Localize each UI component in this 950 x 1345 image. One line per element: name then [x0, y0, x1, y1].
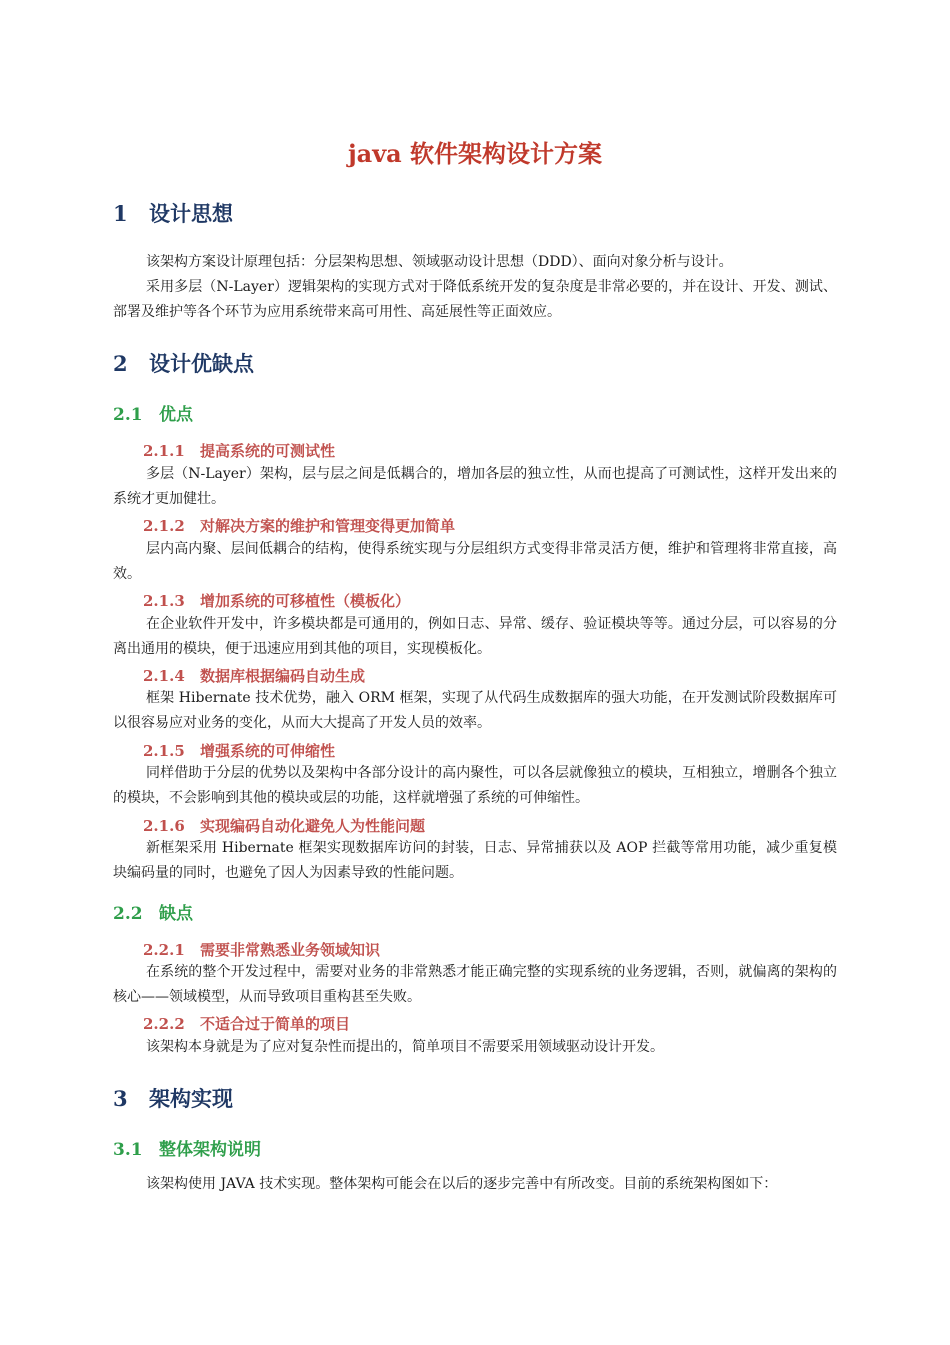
paragraph: 框架 Hibernate 技术优势，融入 ORM 框架，实现了从代码生成数据库的强大功能，在开发测试阶段数据库可以很容易应对业务的变化，从而大大提高了开发人员的效率。	[113, 690, 837, 731]
item-2-2-1-heading	[143, 939, 380, 960]
item-title: 对解决方案的维护和管理变得更加简单	[200, 517, 456, 535]
item-number: 2.1.6	[143, 817, 185, 835]
item-2-2-2-heading	[143, 1013, 350, 1034]
paragraph: 新框架采用 Hibernate 框架实现数据库访问的封装，日志、异常捕获以及 AOP 拦截等常用功能，减少重复模块编码量的同时，也避免了因人为因素导致的性能问题。	[113, 840, 837, 881]
section-1-heading	[113, 198, 233, 228]
paragraph: 层内高内聚、层间低耦合的结构，使得系统实现与分层组织方式变得非常灵活方便，维护和管理将非常直接，高效。	[113, 541, 837, 582]
section-number: 3	[113, 1086, 128, 1111]
paragraph: 采用多层（N-Layer）逻辑架构的实现方式对于降低系统开发的复杂度是非常必要的，并在设计、开发、测试、部署及维护等各个环节为应用系统带来高可用性、高延展性等正面效应。	[113, 279, 837, 320]
item-2-1-5-heading	[143, 740, 335, 761]
section-title: 设计优缺点	[149, 351, 254, 376]
subsection-number: 2.1	[113, 405, 143, 425]
item-number: 2.1.3	[143, 592, 185, 610]
subsection-number: 2.2	[113, 904, 143, 924]
item-title: 不适合过于简单的项目	[200, 1015, 351, 1033]
subsection-2-1-heading	[113, 400, 193, 425]
section-3-heading	[113, 1083, 233, 1113]
paragraph: 该架构使用 JAVA 技术实现。整体架构可能会在以后的逐步完善中有所改变。目前的系统架构图如下：	[146, 1176, 778, 1192]
paragraph: 该架构本身就是为了应对复杂性而提出的，简单项目不需要采用领域驱动设计开发。	[146, 1039, 664, 1055]
subsection-title: 优点	[159, 405, 193, 425]
document-title: java 软件架构设计方案	[347, 139, 603, 168]
subsection-title: 整体架构说明	[159, 1140, 261, 1160]
item-title: 需要非常熟悉业务领域知识	[200, 941, 381, 959]
item-number: 2.1.4	[143, 667, 185, 685]
item-title: 数据库根据编码自动生成	[200, 667, 366, 685]
section-title: 设计思想	[149, 201, 233, 226]
subsection-number: 3.1	[113, 1140, 143, 1160]
subsection-title: 缺点	[159, 904, 193, 924]
item-2-1-3-heading	[143, 590, 410, 611]
item-2-1-2-heading	[143, 515, 455, 536]
section-2-heading	[113, 348, 254, 378]
item-2-1-1-heading	[143, 440, 335, 461]
section-number: 2	[113, 351, 128, 376]
item-number: 2.2.1	[143, 941, 185, 959]
section-number: 1	[113, 201, 128, 226]
item-2-1-6-heading	[143, 815, 425, 836]
item-number: 2.1.2	[143, 517, 185, 535]
item-title: 增加系统的可移植性（模板化）	[200, 592, 411, 610]
item-number: 2.1.1	[143, 442, 185, 460]
paragraph: 多层（N-Layer）架构，层与层之间是低耦合的，增加各层的独立性，从而也提高了可测试性，这样开发出来的系统才更加健壮。	[113, 466, 837, 507]
item-title: 增强系统的可伸缩性	[200, 742, 336, 760]
item-number: 2.1.5	[143, 742, 185, 760]
item-number: 2.2.2	[143, 1015, 185, 1033]
item-title: 提高系统的可测试性	[200, 442, 336, 460]
paragraph: 在企业软件开发中，许多模块都是可通用的，例如日志、异常、缓存、验证模块等等。通过分层，可以容易的分离出通用的模块，便于迅速应用到其他的项目，实现模板化。	[113, 616, 837, 657]
item-2-1-4-heading	[143, 665, 365, 686]
item-title: 实现编码自动化避免人为性能问题	[200, 817, 426, 835]
section-title: 架构实现	[149, 1086, 233, 1111]
paragraph: 该架构方案设计原理包括：分层架构思想、领域驱动设计思想（DDD）、面向对象分析与设计。	[146, 254, 733, 270]
subsection-3-1-heading	[113, 1135, 261, 1160]
paragraph: 在系统的整个开发过程中，需要对业务的非常熟悉才能正确完整的实现系统的业务逻辑，否则，就偏离的架构的核心——领域模型，从而导致项目重构甚至失败。	[113, 964, 837, 1005]
paragraph: 同样借助于分层的优势以及架构中各部分设计的高内聚性，可以各层就像独立的模块，互相独立，增删各个独立的模块，不会影响到其他的模块或层的功能，这样就增强了系统的可伸缩性。	[113, 765, 837, 806]
subsection-2-2-heading	[113, 899, 193, 924]
